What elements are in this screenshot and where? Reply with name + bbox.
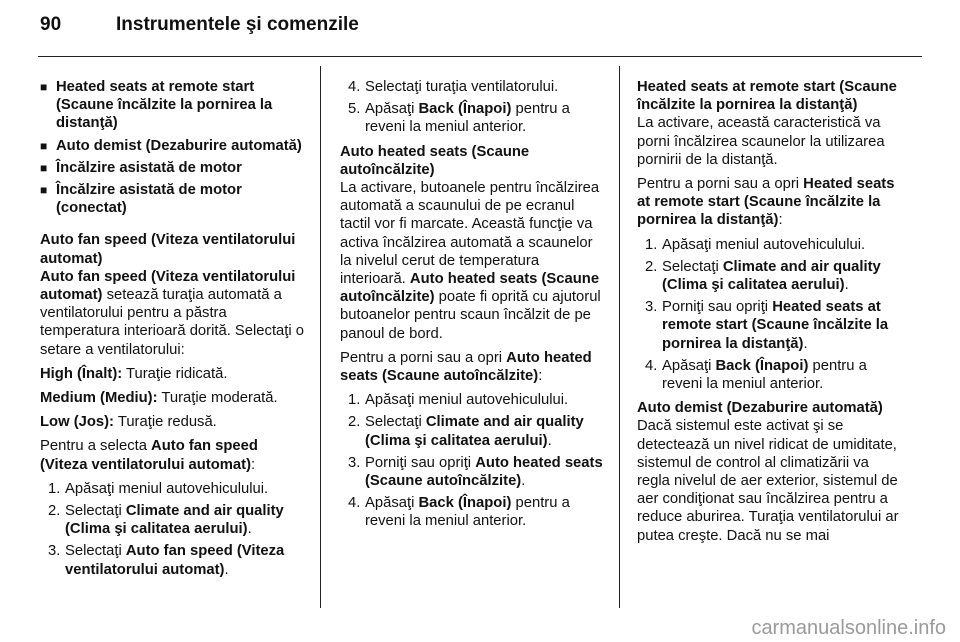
list-item: 1. Apăsaţi meniul autovehiculului. — [645, 236, 866, 253]
list-item: 2. Selectaţi Climate and air quality (Clima şi calitatea aerului). — [348, 414, 584, 449]
page-header — [40, 14, 359, 36]
paragraph: High (Înalt): Turaţie ridicată. — [40, 365, 228, 382]
paragraph: Medium (Mediu): Turaţie moderată. — [40, 390, 278, 407]
chapter-title: Instrumentele şi comenzile — [116, 14, 359, 35]
header-rule — [38, 56, 922, 57]
list-item: 3. Selectaţi Auto fan speed (Viteza ventilatorului automat). — [48, 543, 285, 578]
list-item: ■ Heated seats at remote start (Scaune încălzite la pornirea la distanţă) — [40, 78, 308, 133]
column-divider-2 — [619, 66, 620, 608]
section-heading: Auto demist (Dezaburire automată) — [637, 400, 883, 417]
step-list — [40, 480, 308, 579]
paragraph: Auto fan speed (Viteza ventilatorului automat) setează turaţia automată a ventilatorului pentru a păstra temperatura interioară dorită. Selectaţi o setare a ventilatorului: — [40, 268, 305, 358]
paragraph: Low (Jos): Turaţie redusă. — [40, 414, 217, 431]
paragraph: Pentru a porni sau a opri Auto heated seats (Scaune autoîncălzite): — [340, 349, 592, 385]
step-list — [340, 78, 606, 137]
list-item: 5. Apăsaţi Back (Înapoi) pentru a reveni la meniul anterior. — [348, 101, 570, 136]
paragraph: Pentru a porni sau a opri Heated seats at remote start (Scaune încălzite la pornirea la distanţă): — [637, 176, 895, 229]
list-item: ■ Încălzire asistată de motor — [40, 159, 308, 177]
paragraph: La activare, această caracteristică va porni încălzirea scaunelor la utilizarea pornirii de la distanţă. — [637, 115, 885, 168]
list-item: ■ Auto demist (Dezaburire automată) — [40, 137, 308, 155]
column-1 — [40, 78, 308, 585]
page-number: 90 — [40, 14, 62, 35]
list-item: 4. Apăsaţi Back (Înapoi) pentru a reveni la meniul anterior. — [645, 357, 867, 393]
section-heading: Auto heated seats (Scaune autoîncălzite) — [340, 143, 530, 178]
list-item: ■ Încălzire asistată de motor (conectat) — [40, 181, 308, 217]
watermark: carmanualsonline.info — [751, 617, 946, 639]
list-item: 4. Apăsaţi Back (Înapoi) pentru a reveni la meniul anterior. — [348, 495, 570, 530]
paragraph: Pentru a selecta Auto fan speed (Viteza ventilatorului automat): — [40, 438, 258, 473]
list-item: 3. Porniţi sau opriţi Heated seats at remote start (Scaune încălzite la pornirea la distanţă). — [645, 299, 889, 352]
section-heading: Heated seats at remote start (Scaune încălzite la pornirea la distanţă) — [637, 79, 897, 114]
list-item: 1. Apăsaţi meniul autovehiculului. — [348, 392, 569, 409]
paragraph: Dacă sistemul este activat şi se detectează un nivel ridicat de umiditate, sistemul de control al climatizării va regla nivelul de aer exterior, sistemul de aer condiţionat sau încălzirea pentru a reduce aburirea. Turaţia ventilatorului ar putea creşte. Dacă nu se mai — [637, 418, 899, 544]
list-item: 2. Selectaţi Climate and air quality (Clima şi calitatea aerului). — [48, 503, 284, 538]
list-item: 3. Porniţi sau opriţi Auto heated seats (Scaune autoîncălzite). — [348, 454, 603, 490]
column-divider-1 — [320, 66, 321, 608]
list-item: 1. Apăsaţi meniul autovehiculului. — [48, 480, 269, 497]
list-item: 2. Selectaţi Climate and air quality (Clima şi calitatea aerului). — [645, 258, 881, 294]
step-list — [637, 236, 905, 394]
step-list — [340, 391, 606, 530]
section-heading: Auto fan speed (Viteza ventilatorului automat) — [40, 232, 296, 267]
column-3 — [637, 78, 905, 551]
paragraph: La activare, butoanele pentru încălzirea automată a scaunului de pe ecranul tactil vor fi marcate. Această funcţie va activa încălzirea automată a scaunelor la nivelul cerut de temperatura interioară. Auto heated seats (Scaune autoîncălzite) poate fi oprită cu ajutorul butoanelor pentru scaun încălzit de pe panoul de bord. — [340, 180, 601, 342]
feature-list — [40, 78, 308, 217]
column-2 — [340, 78, 606, 537]
list-item: 4. Selectaţi turaţia ventilatorului. — [348, 79, 559, 95]
